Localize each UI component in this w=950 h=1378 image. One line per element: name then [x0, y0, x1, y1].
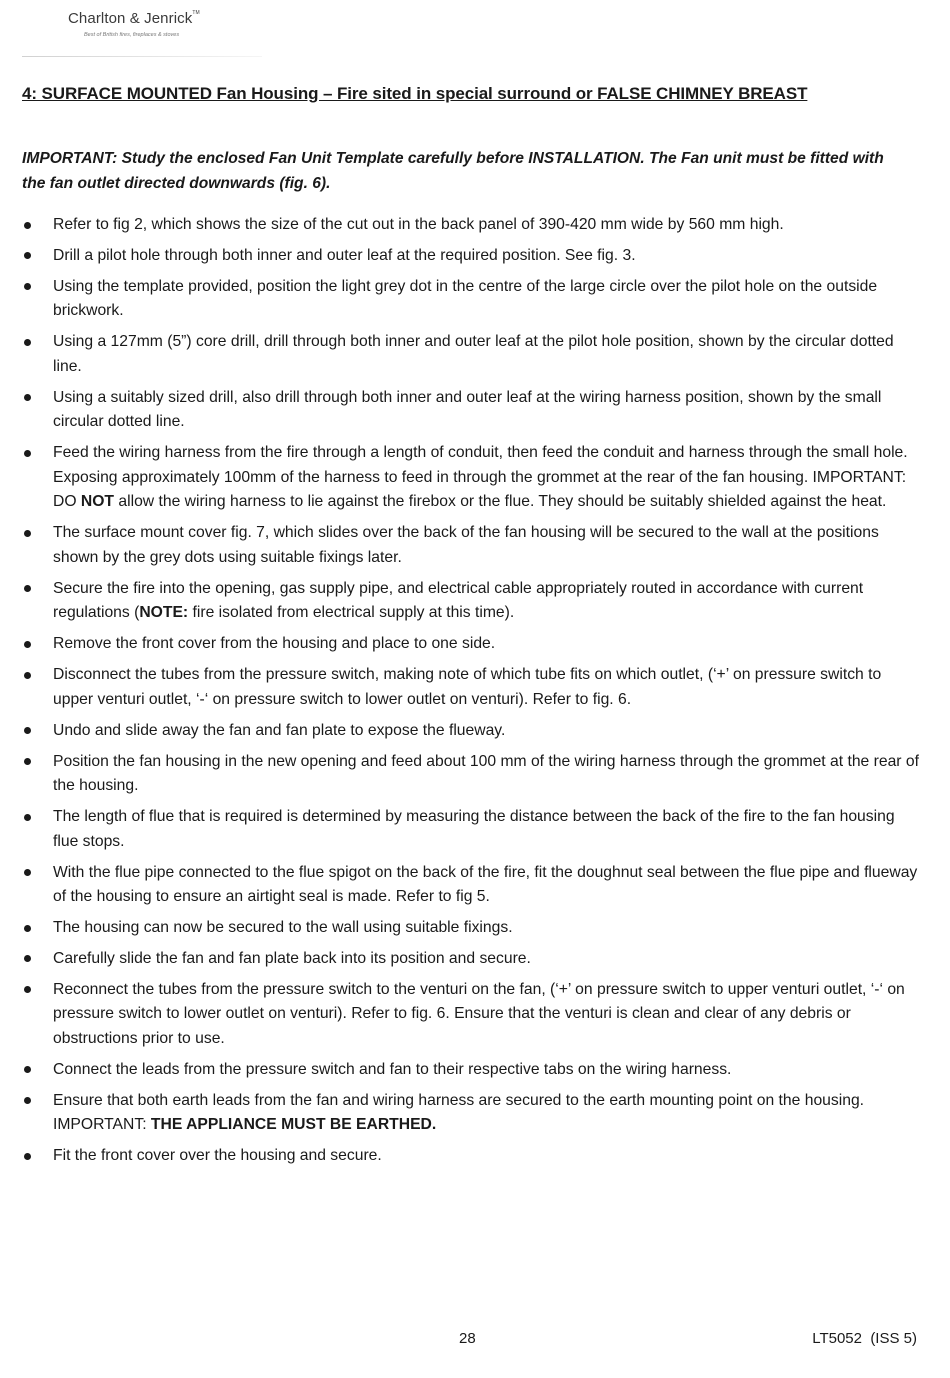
item-text: Using the template provided, position the light grey dot in the centre of the large circle over the pilot hole on the outside brickwork.	[53, 277, 878, 320]
item-text: Undo and slide away the fan and fan plate to expose the flueway.	[53, 721, 506, 739]
item-text: Remove the front cover from the housing and place to one side.	[53, 635, 496, 653]
list-item	[22, 1089, 922, 1138]
item-text: Drill a pilot hole through both inner and outer leaf at the required position. See fig. 3.	[53, 246, 636, 264]
item-text: The length of flue that is required is determined by measuring the distance between the back of the fire to the fan housing flue stops.	[53, 808, 895, 850]
logo-divider	[22, 56, 262, 57]
list-item	[22, 275, 922, 324]
list-item	[22, 521, 922, 570]
bullet-icon	[24, 758, 31, 765]
item-text: Carefully slide the fan and fan plate back into its position and secure.	[53, 949, 531, 967]
bullet-icon	[24, 394, 31, 401]
item-text: Ensure that both earth leads from the fan and wiring harness are secured to the earth mounting point on the housing. IMPORTANT:	[53, 1091, 865, 1134]
emphasis-text: NOTE:	[139, 604, 189, 622]
item-text: Feed the wiring harness from the fire through a length of conduit, then feed the conduit and harness through the small hole. Exposing approximately 100mm of the harness to feed in through the grommet at the rear of the fan housing. IMPORTANT: DO	[53, 444, 908, 511]
list-item	[22, 244, 922, 269]
item-text: Connect the leads from the pressure switch and fan to their respective tabs on the wiring harness.	[53, 1060, 732, 1078]
page-number: 28	[459, 1330, 476, 1347]
emphasis-text: THE APPLIANCE MUST BE EARTHED.	[150, 1116, 437, 1134]
bullet-icon	[24, 283, 31, 290]
bullet-icon	[24, 672, 31, 679]
list-item	[22, 330, 922, 379]
list-item	[22, 719, 922, 744]
list-item	[22, 663, 922, 712]
bullet-icon	[24, 814, 31, 821]
list-item	[22, 916, 922, 941]
bullet-icon	[24, 1097, 31, 1104]
list-item	[22, 441, 922, 515]
list-item	[22, 386, 922, 435]
bullet-icon	[24, 1153, 31, 1160]
bullet-icon	[24, 986, 31, 993]
item-text: Refer to fig 2, which shows the size of the cut out in the back panel of 390-420 mm wide by 560 mm high.	[53, 216, 784, 233]
item-text: Reconnect the tubes from the pressure switch to the venturi on the fan, (‘+’ on pressure switch to upper venturi outlet, ‘-‘ on pressure switch to lower outlet on venturi). Refer to fig. 6. Ensure that the venturi is clean and clear of any debris or obstructions prior to use.	[53, 980, 905, 1047]
item-text: Fit the front cover over the housing and secure.	[53, 1147, 382, 1165]
item-text: The housing can now be secured to the wall using suitable fixings.	[53, 919, 513, 936]
list-item	[22, 1058, 922, 1083]
bullet-icon	[24, 450, 31, 457]
item-text: Using a suitably sized drill, also drill through both inner and outer leaf at the wiring harness position, shown by the small circular dotted line.	[53, 388, 882, 431]
bullet-icon	[24, 641, 31, 648]
list-item	[22, 213, 922, 238]
list-item	[22, 978, 922, 1052]
bullet-icon	[24, 1066, 31, 1073]
list-item	[22, 861, 922, 910]
bullet-icon	[24, 222, 31, 229]
item-text: Disconnect the tubes from the pressure switch, making note of which tube fits on which outlet, (‘+’ on pressure switch to upper venturi outlet, ‘-‘ on pressure switch to lower outlet on venturi). Refer to fig. 6.	[53, 666, 882, 708]
list-item	[22, 805, 922, 854]
bullet-icon	[24, 530, 31, 537]
list-item	[22, 1144, 922, 1169]
list-item	[22, 577, 922, 626]
company-logo	[22, 10, 262, 60]
item-text: Position the fan housing in the new opening and feed about 100 mm of the wiring harness through the grommet at the rear of the housing.	[53, 752, 919, 795]
logo-trademark: TM	[192, 10, 200, 16]
item-text: allow the wiring harness to lie against the firebox or the flue. They should be suitably shielded against the heat.	[114, 493, 887, 511]
bullet-icon	[24, 925, 31, 932]
emphasis-text: NOT	[80, 493, 115, 511]
item-text: With the flue pipe connected to the flue spigot on the back of the fire, fit the doughnut seal between the flue pipe and flueway of the housing to ensure an airtight seal is made. Refer to fig 5.	[53, 863, 918, 906]
instruction-list	[22, 213, 922, 1175]
bullet-icon	[24, 252, 31, 259]
item-text: The surface mount cover fig. 7, which slides over the back of the fan housing will be secured to the wall at the positions shown by the grey dots using suitable fixings later.	[53, 524, 879, 566]
list-item	[22, 750, 922, 799]
bullet-icon	[24, 585, 31, 592]
bullet-icon	[24, 339, 31, 346]
bullet-icon	[24, 869, 31, 876]
document-reference: LT5052 (ISS 5)	[812, 1330, 917, 1347]
section-heading: 4: SURFACE MOUNTED Fan Housing – Fire sited in special surround or FALSE CHIMNEY BREAST	[22, 84, 808, 103]
bullet-icon	[24, 727, 31, 734]
item-text: Secure the fire into the opening, gas supply pipe, and electrical cable appropriately routed in accordance with current regulations (	[53, 579, 864, 622]
item-text: fire isolated from electrical supply at this time).	[188, 604, 515, 622]
logo-tagline: Best of British fires, fireplaces & stoves	[84, 32, 180, 38]
bullet-icon	[24, 955, 31, 962]
important-note: IMPORTANT: Study the enclosed Fan Unit Template carefully before INSTALLATION. The Fan unit must be fitted with the fan outlet directed downwards (fig. 6).	[22, 150, 884, 192]
logo-name: Charlton & Jenrick™	[68, 10, 200, 27]
item-text: Using a 127mm (5”) core drill, drill through both inner and outer leaf at the pilot hole position, shown by the circular dotted line.	[53, 333, 894, 375]
list-item	[22, 947, 922, 972]
list-item	[22, 632, 922, 657]
